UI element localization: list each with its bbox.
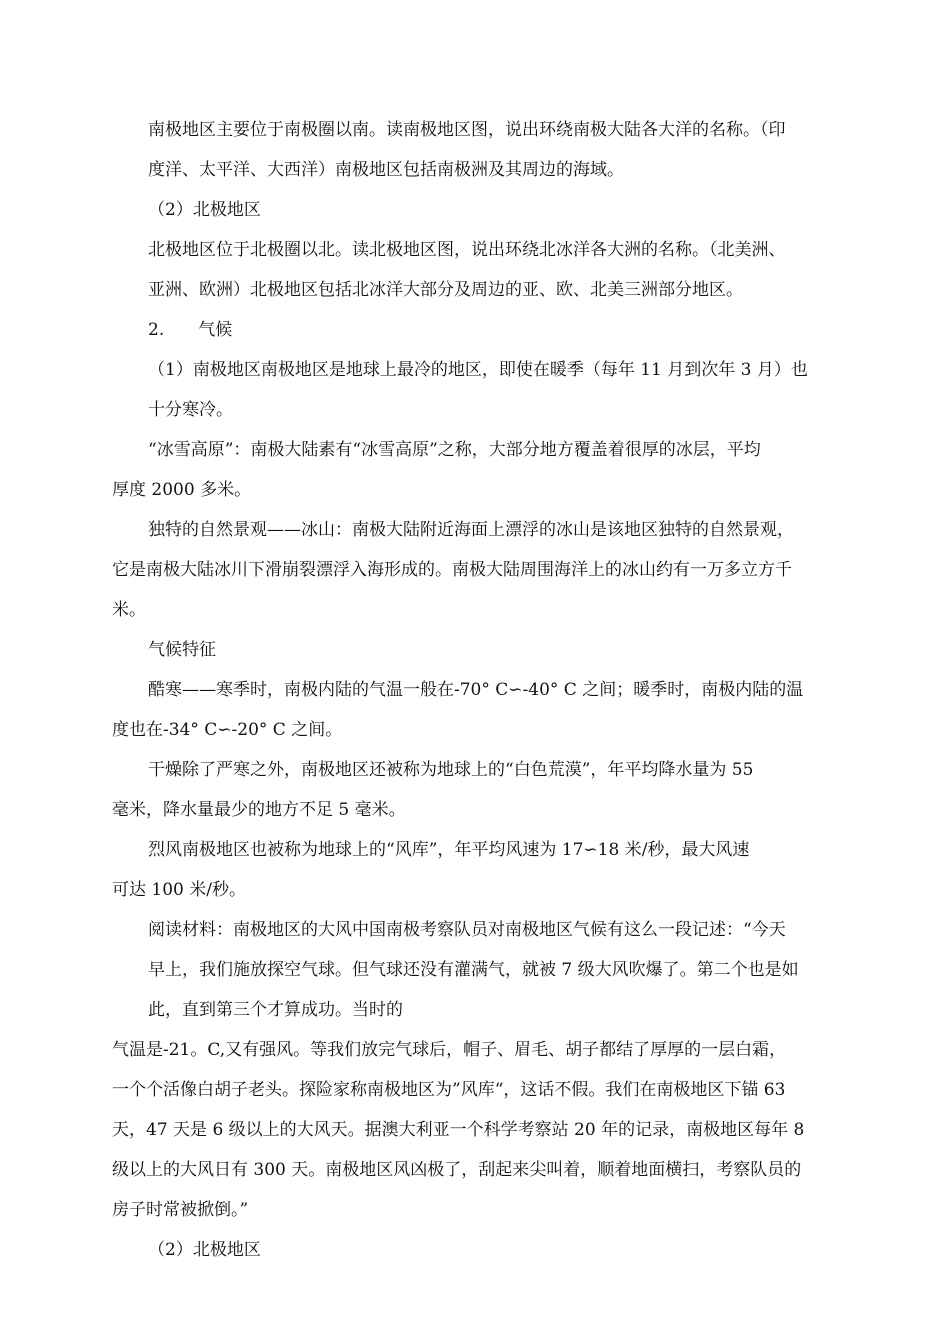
paragraph-line: 十分寒冷。: [148, 400, 233, 420]
paragraph-line: 此，直到第三个才算成功。当时的: [148, 1000, 403, 1020]
paragraph-line: 阅读材料：南极地区的大风中国南极考察队员对南极地区气候有这么一段记述：“今天: [148, 920, 786, 940]
paragraph-line: 北极地区位于北极圈以北。读北极地区图，说出环绕北冰洋各大洲的名称。（北美洲、: [148, 240, 786, 260]
paragraph-line: 毫米，降水量最少的地方不足 5 毫米。: [112, 800, 406, 820]
paragraph-line: 酷寒——寒季时，南极内陆的气温一般在-70° C∽-40° C 之间；暖季时，南极内陆的温: [148, 680, 804, 700]
paragraph-line: 早上，我们施放探空气球。但气球还没有灌满气，就被 7 级大风吹爆了。第二个也是如: [148, 960, 799, 980]
paragraph-line: 天，47 天是 6 级以上的大风天。据澳大利亚一个科学考察站 20 年的记录，南极地区每年 8: [112, 1120, 805, 1140]
paragraph-line: 厚度 2000 多米。: [112, 480, 252, 500]
paragraph-line: 一个个活像白胡子老头。探险家称南极地区为”风库“，这话不假。我们在南极地区下锚 63: [112, 1080, 786, 1100]
paragraph-line: 南极地区主要位于南极圈以南。读南极地区图，说出环绕南极大陆各大洋的名称。（印: [148, 120, 786, 140]
paragraph-line: （1）南极地区南极地区是地球上最冷的地区，即使在暖季（每年 11 月到次年 3 月）也: [148, 360, 808, 380]
section-heading: 2. 气候: [148, 320, 233, 340]
paragraph-line: 烈风南极地区也被称为地球上的“风库”，年平均风速为 17∽18 米/秒，最大风速: [148, 840, 750, 860]
paragraph-line: 级以上的大风日有 300 天。南极地区风凶极了，刮起来尖叫着，顺着地面横扫，考察队员的: [112, 1160, 802, 1180]
paragraph-line: 可达 100 米/秒。: [112, 880, 246, 900]
paragraph-line: 气温是-21。C,又有强风。等我们放完气球后，帽子、眉毛、胡子都结了厚厚的一层白霜，: [112, 1040, 787, 1060]
paragraph-line: 独特的自然景观——冰山：南极大陆附近海面上漂浮的冰山是该地区独特的自然景观，: [148, 520, 794, 540]
section-heading: （2）北极地区: [148, 1240, 261, 1260]
paragraph-line: 度洋、太平洋、大西洋）南极地区包括南极洲及其周边的海域。: [148, 160, 624, 180]
paragraph-line: 度也在-34° C∽-20° C 之间。: [112, 720, 343, 740]
paragraph-line: 米。: [112, 600, 146, 620]
paragraph-line: 房子时常被掀倒。”: [112, 1200, 249, 1220]
paragraph-line: 它是南极大陆冰川下滑崩裂漂浮入海形成的。南极大陆周围海洋上的冰山约有一万多立方千: [112, 560, 792, 580]
section-heading: （2）北极地区: [148, 200, 261, 220]
paragraph-line: 亚洲、欧洲）北极地区包括北冰洋大部分及周边的亚、欧、北美三洲部分地区。: [148, 280, 743, 300]
section-heading: 气候特征: [148, 640, 216, 660]
paragraph-line: “冰雪高原”：南极大陆素有“冰雪高原”之称，大部分地方覆盖着很厚的冰层，平均: [148, 440, 761, 460]
paragraph-line: 干燥除了严寒之外，南极地区还被称为地球上的“白色荒漠”，年平均降水量为 55: [148, 760, 754, 780]
